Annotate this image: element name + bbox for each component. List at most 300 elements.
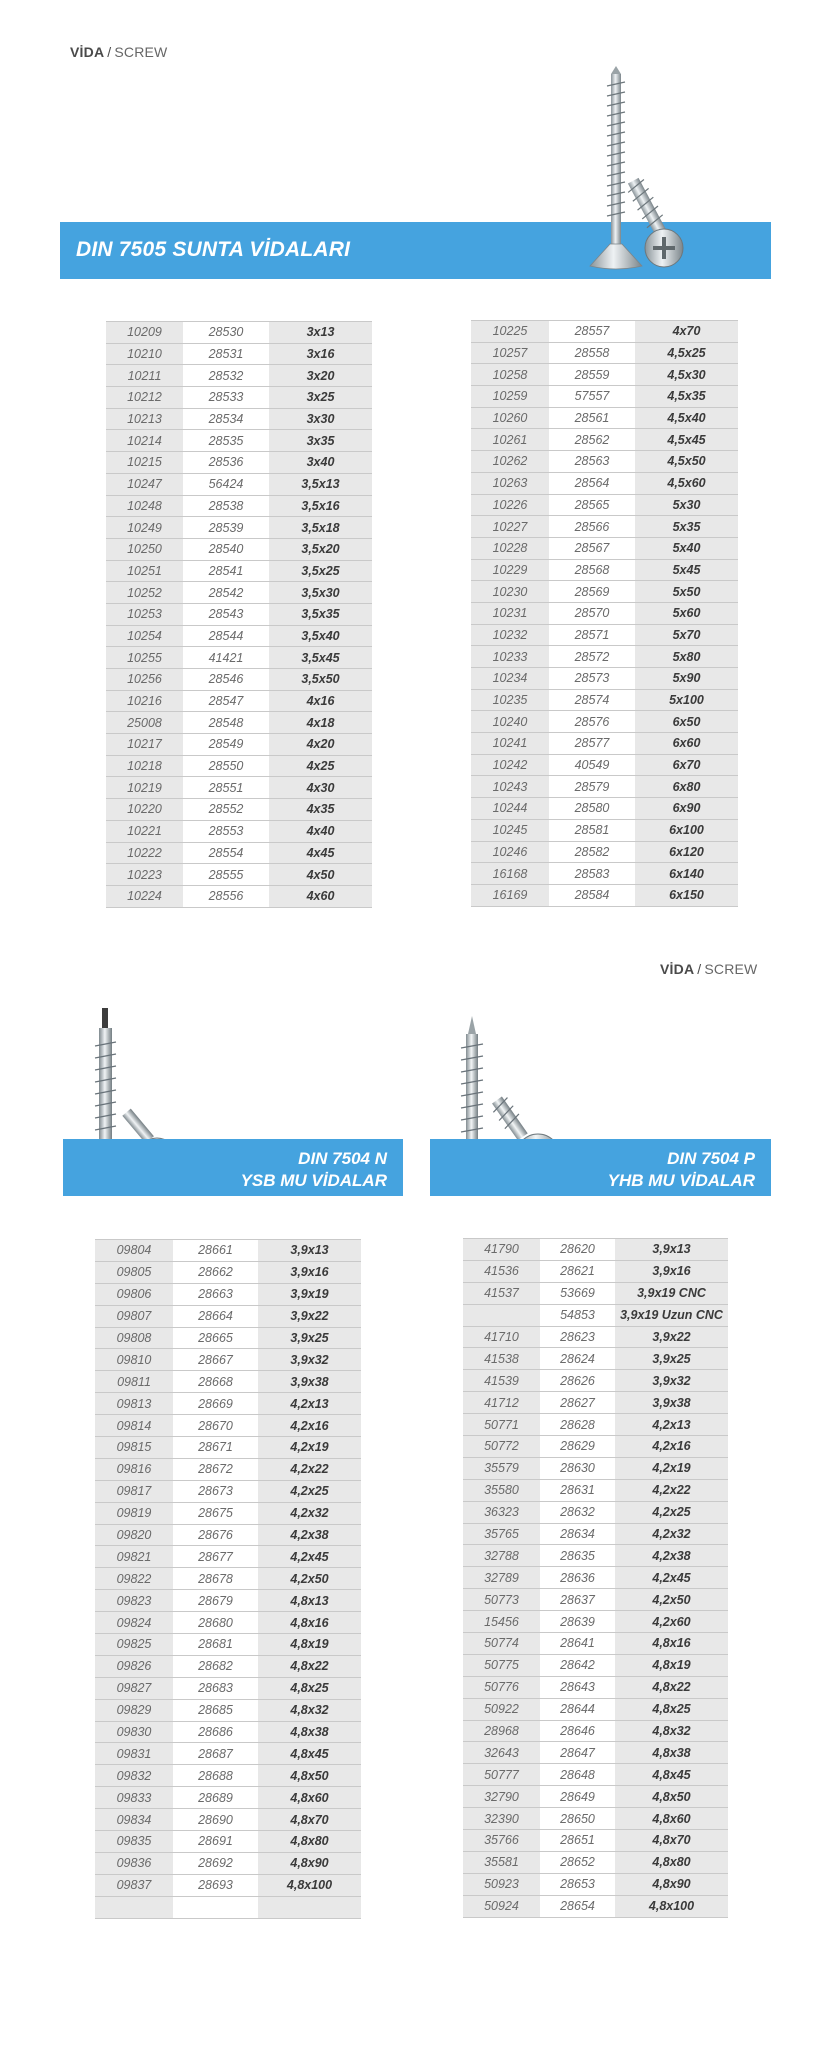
article-cell: 28555 <box>183 864 269 886</box>
size-cell: 5x90 <box>635 668 738 690</box>
size-cell: 6x140 <box>635 863 738 885</box>
size-cell: 4,2x32 <box>615 1523 728 1545</box>
size-cell: 4,2x32 <box>258 1502 361 1524</box>
article-cell: 28628 <box>540 1414 615 1436</box>
code-cell: 10224 <box>106 885 183 907</box>
size-cell: 4,8x45 <box>258 1743 361 1765</box>
code-cell: 10232 <box>471 624 549 646</box>
size-cell: 3,5x35 <box>269 603 372 625</box>
code-cell: 41539 <box>463 1370 540 1392</box>
section-title: DIN 7505 SUNTA VİDALARI <box>76 238 351 261</box>
article-cell: 28541 <box>183 560 269 582</box>
article-cell: 28559 <box>549 364 635 386</box>
size-cell: 3x20 <box>269 365 372 387</box>
table-row <box>95 1874 361 1896</box>
code-cell: 09822 <box>95 1568 173 1590</box>
code-cell: 10256 <box>106 669 183 691</box>
table-row <box>95 1655 361 1677</box>
size-cell: 4x45 <box>269 842 372 864</box>
article-cell: 28675 <box>173 1502 258 1524</box>
article-cell: 28539 <box>183 517 269 539</box>
size-cell: 4,2x13 <box>258 1393 361 1415</box>
table-row <box>106 582 372 604</box>
code-cell: 32788 <box>463 1545 540 1567</box>
size-cell: 4,2x19 <box>615 1457 728 1479</box>
code-cell: 10243 <box>471 776 549 798</box>
code-cell: 25008 <box>106 712 183 734</box>
article-cell: 28668 <box>173 1371 258 1393</box>
size-cell: 3,9x19 Uzun CNC <box>615 1304 728 1326</box>
code-cell: 50776 <box>463 1676 540 1698</box>
article-cell: 28682 <box>173 1655 258 1677</box>
table-row <box>106 842 372 864</box>
article-cell: 28639 <box>540 1611 615 1633</box>
code-cell: 10245 <box>471 819 549 841</box>
table-row <box>471 863 738 885</box>
article-cell: 28651 <box>540 1830 615 1852</box>
table-row <box>106 669 372 691</box>
size-cell: 3,9x32 <box>258 1349 361 1371</box>
code-cell: 10247 <box>106 473 183 495</box>
article-cell: 28584 <box>549 884 635 906</box>
size-cell: 4,8x13 <box>258 1590 361 1612</box>
article-cell: 28665 <box>173 1327 258 1349</box>
section-banner-din7504p <box>430 1139 771 1196</box>
size-cell: 5x60 <box>635 602 738 624</box>
size-cell: 4,2x60 <box>615 1611 728 1633</box>
article-cell: 28653 <box>540 1873 615 1895</box>
article-cell: 28535 <box>183 430 269 452</box>
table-row <box>95 1458 361 1480</box>
table-row <box>106 777 372 799</box>
table-row <box>463 1501 728 1523</box>
code-cell: 10214 <box>106 430 183 452</box>
size-cell: 3x16 <box>269 343 372 365</box>
size-cell: 4,8x50 <box>258 1765 361 1787</box>
size-cell: 3,9x19 CNC <box>615 1282 728 1304</box>
table-row <box>463 1239 728 1261</box>
code-cell: 50923 <box>463 1873 540 1895</box>
size-cell: 4,2x25 <box>258 1480 361 1502</box>
code-cell: 10257 <box>471 342 549 364</box>
article-cell: 28567 <box>549 537 635 559</box>
size-cell: 4,8x45 <box>615 1764 728 1786</box>
size-cell: 3,5x13 <box>269 473 372 495</box>
table-row <box>463 1567 728 1589</box>
size-cell: 4,8x16 <box>615 1633 728 1655</box>
table-row <box>463 1676 728 1698</box>
article-cell: 40549 <box>549 754 635 776</box>
code-cell: 41538 <box>463 1348 540 1370</box>
article-cell: 28693 <box>173 1874 258 1896</box>
table-row <box>106 517 372 539</box>
section-banner-din7504n <box>63 1139 403 1196</box>
article-cell: 28576 <box>549 711 635 733</box>
article-cell: 28540 <box>183 538 269 560</box>
size-cell: 3,5x45 <box>269 647 372 669</box>
table-row <box>463 1479 728 1501</box>
article-cell: 28689 <box>173 1787 258 1809</box>
table-row <box>95 1502 361 1524</box>
article-cell: 28570 <box>549 602 635 624</box>
table-row <box>463 1895 728 1917</box>
code-cell: 16168 <box>471 863 549 885</box>
article-cell: 28531 <box>183 343 269 365</box>
size-cell: 3,9x13 <box>615 1239 728 1261</box>
size-cell: 4,8x32 <box>258 1699 361 1721</box>
code-cell: 10261 <box>471 429 549 451</box>
code-cell: 41790 <box>463 1239 540 1261</box>
article-cell: 28543 <box>183 603 269 625</box>
table-row <box>463 1786 728 1808</box>
table-row <box>471 689 738 711</box>
table-row <box>471 602 738 624</box>
article-cell: 54853 <box>540 1304 615 1326</box>
article-cell <box>173 1896 258 1918</box>
size-cell: 4x30 <box>269 777 372 799</box>
size-cell: 4,8x70 <box>615 1830 728 1852</box>
article-cell: 28630 <box>540 1457 615 1479</box>
code-cell: 09817 <box>95 1480 173 1502</box>
code-cell: 41536 <box>463 1260 540 1282</box>
table-row <box>463 1545 728 1567</box>
table-row <box>463 1611 728 1633</box>
code-cell: 10231 <box>471 602 549 624</box>
section-title-line1: DIN 7504 N <box>298 1149 387 1168</box>
code-cell: 09831 <box>95 1743 173 1765</box>
table-row <box>106 408 372 430</box>
size-cell: 6x60 <box>635 733 738 755</box>
table-row <box>106 625 372 647</box>
table-row <box>95 1612 361 1634</box>
table-row <box>471 537 738 559</box>
table-row <box>106 712 372 734</box>
table-row <box>95 1852 361 1874</box>
article-cell: 57557 <box>549 386 635 408</box>
size-cell: 4,2x25 <box>615 1501 728 1523</box>
size-cell: 4,8x80 <box>615 1851 728 1873</box>
article-cell: 28568 <box>549 559 635 581</box>
code-cell: 10229 <box>471 559 549 581</box>
article-cell: 28553 <box>183 820 269 842</box>
article-cell: 28530 <box>183 322 269 344</box>
table-row <box>471 559 738 581</box>
table-row <box>463 1589 728 1611</box>
table-row <box>95 1349 361 1371</box>
table-row <box>95 1415 361 1437</box>
table-row <box>106 387 372 409</box>
size-cell: 4,8x90 <box>615 1873 728 1895</box>
table-row <box>95 1590 361 1612</box>
code-cell: 10218 <box>106 755 183 777</box>
code-cell: 10254 <box>106 625 183 647</box>
article-cell: 28677 <box>173 1546 258 1568</box>
table-row <box>463 1392 728 1414</box>
section-title <box>241 1148 387 1192</box>
size-cell: 4,8x60 <box>615 1808 728 1830</box>
article-cell: 28557 <box>549 321 635 343</box>
size-cell: 3,5x16 <box>269 495 372 517</box>
size-cell: 5x50 <box>635 581 738 603</box>
table-row <box>471 342 738 364</box>
table-row <box>106 538 372 560</box>
code-cell: 09813 <box>95 1393 173 1415</box>
table-row <box>463 1742 728 1764</box>
table-row <box>463 1654 728 1676</box>
size-cell: 3x13 <box>269 322 372 344</box>
article-cell: 28690 <box>173 1809 258 1831</box>
table-row <box>95 1240 361 1262</box>
article-cell: 28582 <box>549 841 635 863</box>
size-cell: 4,2x22 <box>615 1479 728 1501</box>
article-cell: 28673 <box>173 1480 258 1502</box>
article-cell: 28621 <box>540 1260 615 1282</box>
article-cell: 28562 <box>549 429 635 451</box>
table-row <box>463 1348 728 1370</box>
article-cell: 28629 <box>540 1436 615 1458</box>
table-row <box>95 1327 361 1349</box>
code-cell: 50772 <box>463 1436 540 1458</box>
size-cell: 3x30 <box>269 408 372 430</box>
size-cell: 3,5x30 <box>269 582 372 604</box>
code-cell: 10241 <box>471 733 549 755</box>
article-cell: 28686 <box>173 1721 258 1743</box>
code-cell: 10216 <box>106 690 183 712</box>
article-cell: 28552 <box>183 799 269 821</box>
size-cell: 4x60 <box>269 885 372 907</box>
article-cell: 28558 <box>549 342 635 364</box>
article-cell: 28649 <box>540 1786 615 1808</box>
table-row <box>471 407 738 429</box>
size-cell: 3,9x25 <box>258 1327 361 1349</box>
article-cell: 28636 <box>540 1567 615 1589</box>
code-cell: 50922 <box>463 1698 540 1720</box>
code-cell: 36323 <box>463 1501 540 1523</box>
size-cell: 4x40 <box>269 820 372 842</box>
article-cell: 28676 <box>173 1524 258 1546</box>
code-cell: 35581 <box>463 1851 540 1873</box>
size-cell: 4,8x100 <box>258 1874 361 1896</box>
table-row <box>463 1720 728 1742</box>
article-cell: 28563 <box>549 451 635 473</box>
article-cell: 28643 <box>540 1676 615 1698</box>
code-cell: 09806 <box>95 1283 173 1305</box>
article-cell: 56424 <box>183 473 269 495</box>
table-row <box>106 452 372 474</box>
code-cell: 09832 <box>95 1765 173 1787</box>
code-cell: 10228 <box>471 537 549 559</box>
size-cell: 3x40 <box>269 452 372 474</box>
article-cell: 28642 <box>540 1654 615 1676</box>
article-cell: 28670 <box>173 1415 258 1437</box>
size-cell: 6x70 <box>635 754 738 776</box>
code-cell: 09814 <box>95 1415 173 1437</box>
size-cell <box>258 1896 361 1918</box>
code-cell: 10250 <box>106 538 183 560</box>
size-cell: 3,5x25 <box>269 560 372 582</box>
code-cell: 10263 <box>471 472 549 494</box>
screw-image-sunta <box>580 66 690 276</box>
article-cell: 28577 <box>549 733 635 755</box>
code-cell: 10258 <box>471 364 549 386</box>
code-cell: 15456 <box>463 1611 540 1633</box>
article-cell: 28573 <box>549 668 635 690</box>
article-cell: 28632 <box>540 1501 615 1523</box>
size-cell: 4,5x30 <box>635 364 738 386</box>
code-cell: 50774 <box>463 1633 540 1655</box>
size-cell: 4x18 <box>269 712 372 734</box>
article-cell: 28627 <box>540 1392 615 1414</box>
size-cell: 5x100 <box>635 689 738 711</box>
code-cell: 28968 <box>463 1720 540 1742</box>
size-cell: 5x45 <box>635 559 738 581</box>
size-cell: 3,5x40 <box>269 625 372 647</box>
table-row <box>95 1261 361 1283</box>
table-row <box>471 429 738 451</box>
size-cell: 4,5x60 <box>635 472 738 494</box>
table-row <box>95 1677 361 1699</box>
code-cell: 10223 <box>106 864 183 886</box>
size-cell: 4x35 <box>269 799 372 821</box>
table-row <box>106 864 372 886</box>
size-cell: 3x25 <box>269 387 372 409</box>
article-cell: 28551 <box>183 777 269 799</box>
size-cell: 4,2x38 <box>615 1545 728 1567</box>
size-cell: 4,8x50 <box>615 1786 728 1808</box>
article-cell: 28536 <box>183 452 269 474</box>
size-cell: 6x120 <box>635 841 738 863</box>
size-cell: 4,5x35 <box>635 386 738 408</box>
article-cell: 28561 <box>549 407 635 429</box>
table-row <box>463 1436 728 1458</box>
table-row <box>106 365 372 387</box>
article-cell: 28637 <box>540 1589 615 1611</box>
code-cell: 10210 <box>106 343 183 365</box>
code-cell: 09829 <box>95 1699 173 1721</box>
code-cell: 09835 <box>95 1831 173 1853</box>
article-cell: 28583 <box>549 863 635 885</box>
code-cell: 09826 <box>95 1655 173 1677</box>
table-row <box>106 799 372 821</box>
size-cell: 3,9x38 <box>615 1392 728 1414</box>
article-cell: 28534 <box>183 408 269 430</box>
page-header-mid <box>660 961 757 977</box>
table-row <box>463 1260 728 1282</box>
table-row <box>471 646 738 668</box>
code-cell: 10215 <box>106 452 183 474</box>
code-cell: 10249 <box>106 517 183 539</box>
size-cell: 4,8x32 <box>615 1720 728 1742</box>
size-cell: 3,9x16 <box>615 1260 728 1282</box>
table-row <box>471 581 738 603</box>
table-row <box>95 1283 361 1305</box>
code-cell: 10230 <box>471 581 549 603</box>
code-cell: 09834 <box>95 1809 173 1831</box>
header-separator: / <box>697 961 702 977</box>
size-cell: 4,2x16 <box>615 1436 728 1458</box>
table-row <box>463 1851 728 1873</box>
size-cell: 3,5x18 <box>269 517 372 539</box>
code-cell: 41537 <box>463 1282 540 1304</box>
yhb-table <box>463 1238 728 1918</box>
size-cell: 4,8x22 <box>615 1676 728 1698</box>
article-cell: 28671 <box>173 1437 258 1459</box>
article-cell: 28569 <box>549 581 635 603</box>
article-cell: 28533 <box>183 387 269 409</box>
table-row <box>95 1480 361 1502</box>
code-cell: 50777 <box>463 1764 540 1786</box>
size-cell: 3,5x50 <box>269 669 372 691</box>
article-cell: 28532 <box>183 365 269 387</box>
code-cell: 09821 <box>95 1546 173 1568</box>
table-row <box>106 885 372 907</box>
code-cell: 50924 <box>463 1895 540 1917</box>
code-cell: 10246 <box>471 841 549 863</box>
code-cell: 10251 <box>106 560 183 582</box>
article-cell: 28542 <box>183 582 269 604</box>
table-row <box>95 1699 361 1721</box>
code-cell: 09823 <box>95 1590 173 1612</box>
article-cell: 28566 <box>549 516 635 538</box>
section-title <box>608 1148 755 1192</box>
code-cell: 09804 <box>95 1240 173 1262</box>
size-cell: 4x25 <box>269 755 372 777</box>
code-cell: 10222 <box>106 842 183 864</box>
table-row <box>463 1457 728 1479</box>
size-cell: 3,9x25 <box>615 1348 728 1370</box>
table-row <box>463 1370 728 1392</box>
code-cell: 09825 <box>95 1634 173 1656</box>
article-cell: 28572 <box>549 646 635 668</box>
code-cell: 10240 <box>471 711 549 733</box>
code-cell: 35766 <box>463 1830 540 1852</box>
size-cell: 4,8x100 <box>615 1895 728 1917</box>
size-cell: 4x16 <box>269 690 372 712</box>
code-cell: 10209 <box>106 322 183 344</box>
table-row <box>463 1873 728 1895</box>
size-cell: 4,2x45 <box>615 1567 728 1589</box>
table-row <box>95 1634 361 1656</box>
article-cell: 28654 <box>540 1895 615 1917</box>
table-row <box>471 798 738 820</box>
ysb-table <box>95 1239 361 1919</box>
code-cell: 35579 <box>463 1457 540 1479</box>
table-row <box>95 1393 361 1415</box>
article-cell: 28692 <box>173 1852 258 1874</box>
code-cell: 10219 <box>106 777 183 799</box>
size-cell: 4,8x19 <box>615 1654 728 1676</box>
size-cell: 3,9x19 <box>258 1283 361 1305</box>
article-cell: 28664 <box>173 1305 258 1327</box>
table-row <box>463 1282 728 1304</box>
article-cell: 28538 <box>183 495 269 517</box>
size-cell: 4,8x25 <box>615 1698 728 1720</box>
size-cell: 4,8x25 <box>258 1677 361 1699</box>
code-cell: 50771 <box>463 1414 540 1436</box>
size-cell: 4x70 <box>635 321 738 343</box>
code-cell: 09824 <box>95 1612 173 1634</box>
code-cell: 09808 <box>95 1327 173 1349</box>
size-cell: 4,8x16 <box>258 1612 361 1634</box>
size-cell: 4,5x45 <box>635 429 738 451</box>
table-row <box>106 734 372 756</box>
article-cell: 28669 <box>173 1393 258 1415</box>
code-cell: 09816 <box>95 1458 173 1480</box>
size-cell: 5x30 <box>635 494 738 516</box>
section-title-line1: DIN 7504 P <box>667 1149 755 1168</box>
code-cell: 41710 <box>463 1326 540 1348</box>
table-row <box>106 690 372 712</box>
